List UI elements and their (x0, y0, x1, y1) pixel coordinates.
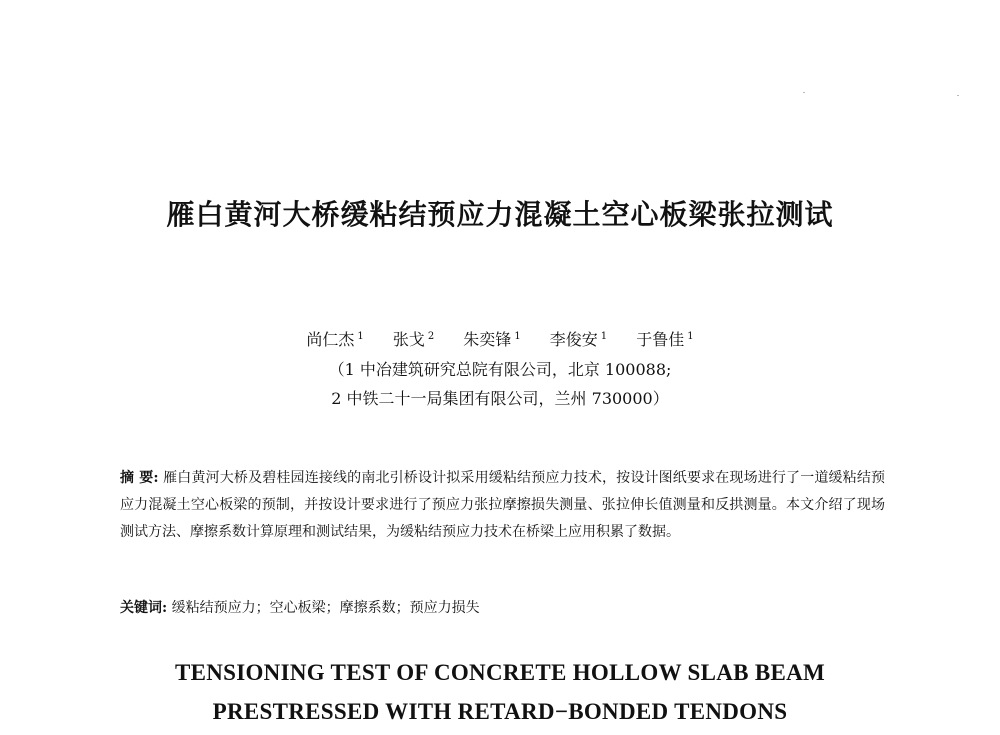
scan-speck (803, 92, 805, 93)
author-affiliation-mark: 1 (687, 330, 694, 342)
keywords-text: 缓粘结预应力；空心板梁；摩擦系数；预应力损失 (171, 600, 480, 616)
abstract-label: 摘 要: (120, 470, 159, 486)
author (393, 330, 434, 349)
abstract-text: 雁白黄河大桥及碧桂园连接线的南北引桥设计拟采用缓粘结预应力技术，按设计图纸要求在现场进行了一道缓粘结预应力混凝土空心板梁的预制，并按设计要求进行了预应力张拉摩擦损失测量、张拉伸长值测量和反拱测量。本文介绍了现场测试方法、摩擦系数计算原理和测试结果，为缓粘结预应力技术在桥梁上应用积累了数据。 (120, 470, 885, 540)
author (306, 330, 363, 349)
paper-title-english-line-1: TENSIONING TEST OF CONCRETE HOLLOW SLAB BEAM (174, 660, 826, 685)
author-name: 朱奕锋 (463, 330, 512, 349)
affiliation-line-2: 2 中铁二十一局集团有限公司，兰州 730000） (331, 389, 669, 408)
affiliation-line-1: （1 中冶建筑研究总院有限公司，北京 100088; (328, 360, 672, 379)
author (636, 330, 693, 349)
paper-title-english-line-2: PRESTRESSED WITH RETARD−BONDED TENDONS (212, 699, 788, 724)
scan-speck (957, 95, 959, 96)
author (550, 330, 607, 349)
author-name: 于鲁佳 (636, 330, 685, 349)
keywords-label: 关键词: (120, 600, 168, 616)
author-name: 张戈 (392, 330, 425, 349)
author-affiliation-mark: 1 (514, 330, 521, 342)
author-list (0, 327, 1000, 350)
abstract (120, 465, 885, 546)
author-affiliation-mark: 1 (600, 330, 608, 342)
keywords (120, 597, 480, 617)
author-name: 尚仁杰 (306, 330, 355, 349)
author-affiliation-mark: 1 (357, 330, 364, 342)
paper-title-chinese: 雁白黄河大桥缓粘结预应力混凝土空心板梁张拉测试 (166, 198, 834, 231)
author-affiliation-mark: 2 (427, 330, 435, 342)
author (463, 330, 520, 349)
author-name: 李俊安 (549, 330, 598, 349)
